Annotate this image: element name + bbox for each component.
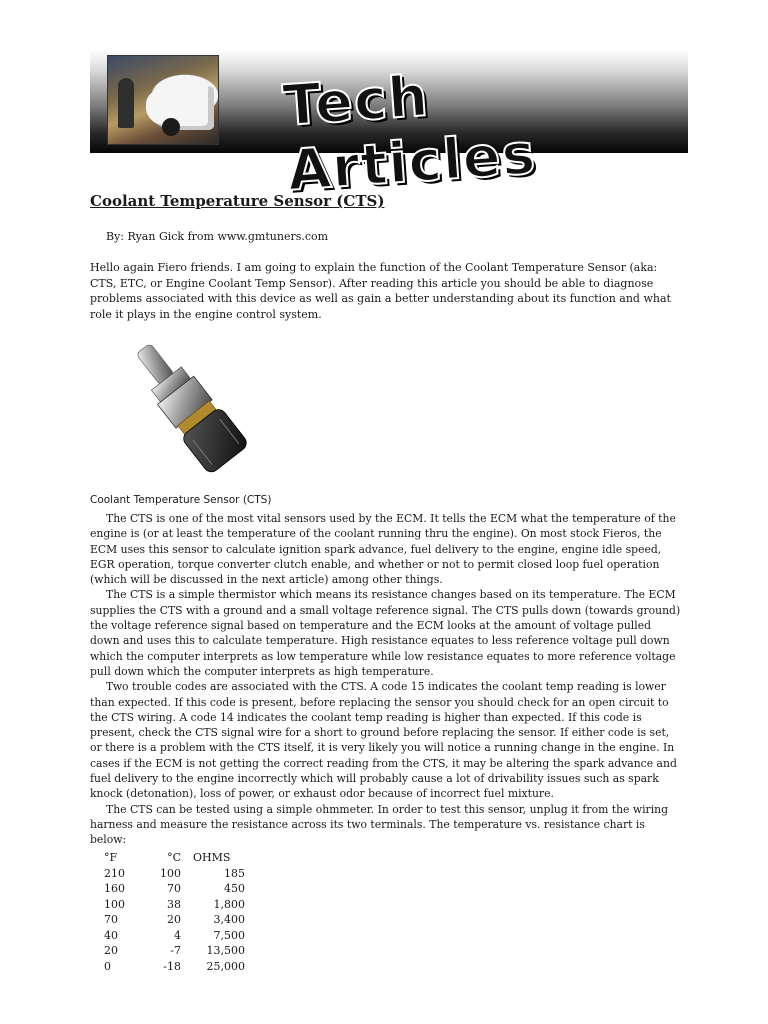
article-byline: By: Ryan Gick from www.gmtuners.com: [106, 230, 329, 243]
cell-fahrenheit: 160: [104, 882, 125, 895]
table-row: [90, 928, 245, 944]
table-row: [90, 881, 245, 897]
cell-fahrenheit: 70: [104, 913, 118, 926]
table-row: [90, 943, 245, 959]
header-fahrenheit: °F: [104, 851, 118, 864]
table-header-row: [90, 850, 245, 866]
car-body: [146, 86, 214, 130]
table-row: [90, 912, 245, 928]
header-celsius: °C: [167, 851, 181, 864]
intro-paragraph: Hello again Fiero friends. I am going to explain the function of the Coolant Temperature Sensor (aka: CTS, ETC, or Engine Coolant Temp Sensor). After reading this article you should be able to diagnose problems associated with this device as well as gain a better understanding about its function and what role it plays in the engine control system.: [90, 261, 671, 321]
cell-ohms: 7,500: [213, 928, 245, 942]
banner-title: Tech Articles: [280, 64, 539, 204]
header-ohms: OHMS: [193, 851, 231, 864]
cell-fahrenheit: 40: [104, 928, 118, 942]
body-paragraph: Two trouble codes are associated with the CTS. A code 15 indicates the coolant temp reading is lower than expected. If this code is present, before replacing the sensor you should check for an open circuit to the CTS wiring. A code 14 indicates the coolant temp reading is higher than expected. If this code is present, check the CTS signal wire for a short to ground before replacing the sensor. If either code is set, or there is a problem with the CTS itself, it is very likely you will notice a running change in the engine. In cases if the ECM is not getting the correct reading from the CTS, it may be altering the spark advance and fuel delivery to the engine incorrectly which will probably cause a lot of drivability issues such as spark knock (detonation), loss of power, or exhaust odor because of incorrect fuel mixture.: [90, 680, 677, 801]
cell-fahrenheit: 100: [104, 897, 125, 911]
body-paragraph: The CTS is a simple thermistor which means its resistance changes based on its temperature. The ECM supplies the CTS with a ground and a small voltage reference signal. The CTS pulls down (towards ground) the voltage reference signal based on temperature and the ECM looks at the amount of voltage pulled down and uses this to calculate temperature. High resistance equates to less reference voltage pull down which the computer interprets as low temperature while low resistance equates to more reference voltage pull down which the computer interprets as high temperature.: [90, 588, 681, 678]
cell-fahrenheit: 20: [104, 944, 118, 957]
cell-fahrenheit: 210: [104, 866, 125, 880]
body-paragraph: The CTS can be tested using a simple ohmmeter. In order to test this sensor, unplug it from the wiring harness and measure the resistance across its two terminals. The temperature vs. resistance chart is below:: [90, 802, 669, 847]
cell-celsius: -18: [163, 959, 181, 973]
table-row: [90, 959, 245, 975]
garage-car-photo: [107, 55, 219, 145]
cell-fahrenheit: 0: [104, 959, 111, 973]
cell-ohms: 25,000: [206, 959, 245, 973]
cell-ohms: 3,400: [213, 913, 245, 926]
cell-celsius: 38: [167, 897, 181, 911]
cell-ohms: 13,500: [206, 944, 245, 957]
article-title: Coolant Temperature Sensor (CTS): [90, 192, 385, 210]
article-body: [90, 511, 682, 848]
image-caption: Coolant Temperature Sensor (CTS): [90, 494, 272, 506]
cell-celsius: 4: [174, 928, 181, 942]
cell-celsius: -7: [170, 944, 181, 957]
sensor-photo: [116, 330, 266, 490]
cell-ohms: 185: [224, 866, 245, 880]
car-wheel: [162, 118, 180, 136]
table-row: [90, 897, 245, 913]
resistance-table: [90, 850, 245, 974]
mechanic-figure: [118, 78, 134, 128]
table-row: [90, 866, 245, 882]
cell-celsius: 70: [167, 882, 181, 895]
cell-celsius: 100: [160, 866, 181, 880]
cell-celsius: 20: [167, 913, 181, 926]
cell-ohms: 1,800: [213, 897, 245, 911]
cell-ohms: 450: [224, 882, 245, 895]
body-paragraph: The CTS is one of the most vital sensors used by the ECM. It tells the ECM what the temperature of the engine is (or at least the temperature of the coolant running thru the engine). On most stock Fieros, the ECM uses this sensor to calculate ignition spark advance, fuel delivery to the engine, engine idle speed, EGR operation, torque converter clutch enable, and whether or not to permit closed loop fuel operation (which will be discussed in the next article) among other things.: [90, 512, 676, 587]
